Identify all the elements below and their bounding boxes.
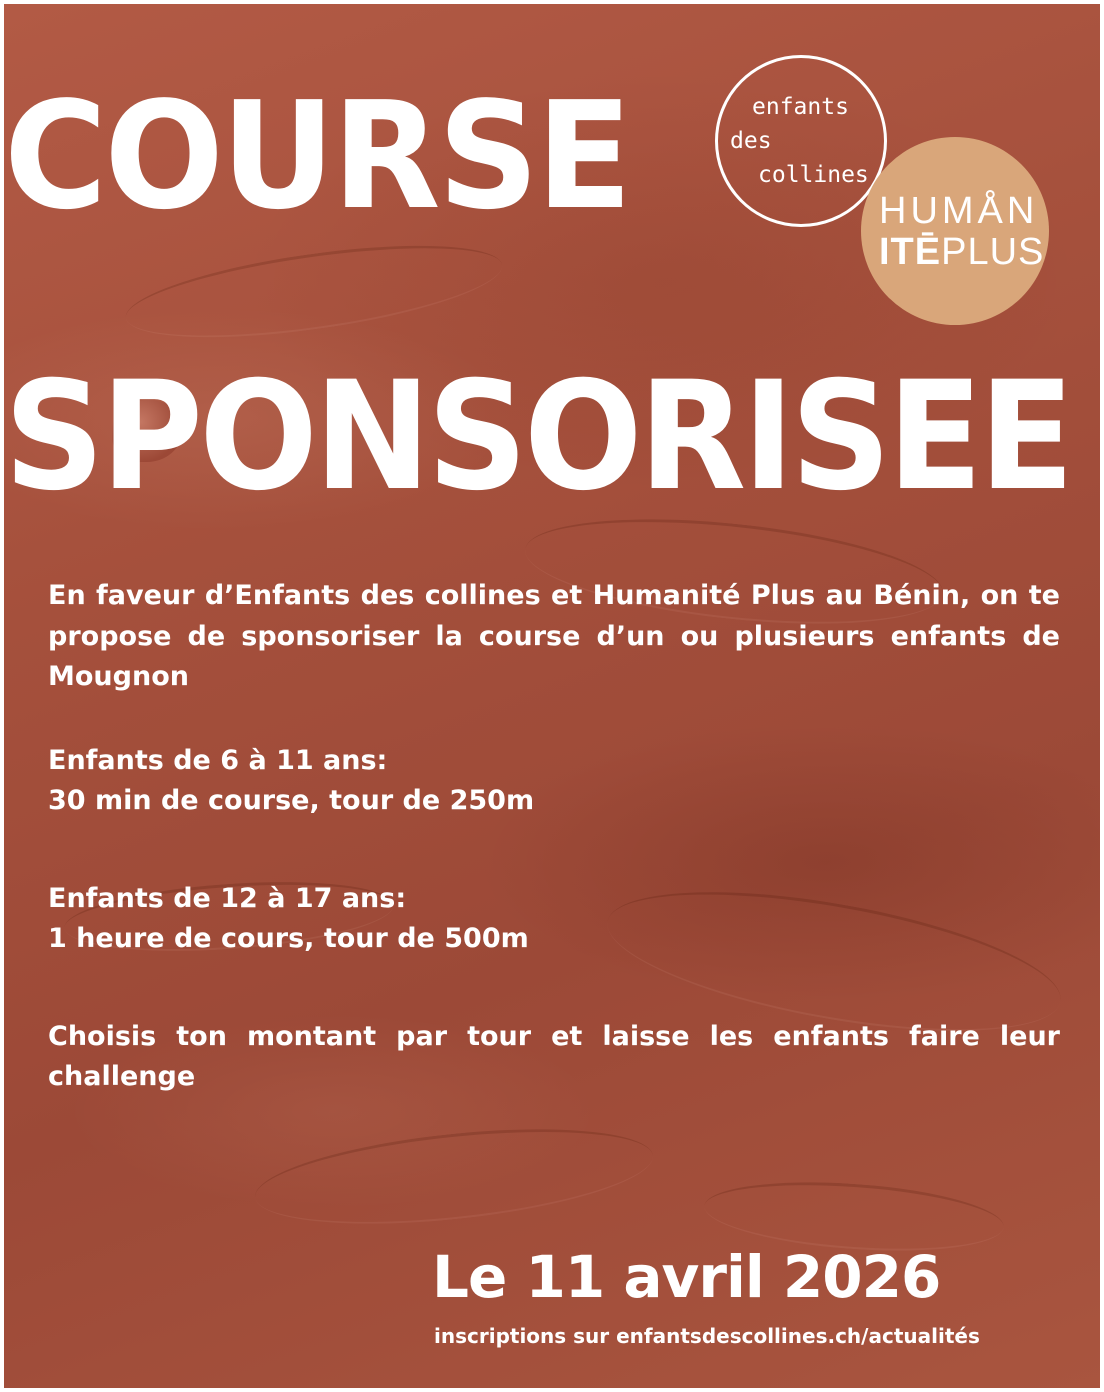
older-group-heading: Enfants de 12 à 17 ans:	[48, 882, 407, 914]
humanite-plus-logo	[861, 137, 1049, 325]
logo-hp-ite: ITĒ	[879, 231, 942, 273]
title-line-2: SPONSORISEE	[4, 350, 1071, 524]
logo-hp-plus: PLUS	[941, 231, 1045, 273]
logo-edc-line-3: collines	[758, 162, 869, 188]
description	[48, 576, 1060, 1098]
closing-paragraph: Choisis ton montant par tour et laisse les enfants faire leur challenge	[48, 1020, 1060, 1092]
poster	[4, 4, 1100, 1388]
enfants-des-collines-logo	[715, 55, 887, 227]
sand-ripple	[121, 228, 508, 355]
logo-hp-line-1: HUMÅN	[879, 190, 1039, 232]
title-line-1: COURSE	[4, 70, 630, 242]
signup-link[interactable]: inscriptions sur enfantsdescollines.ch/actualités	[434, 1324, 980, 1348]
sand-ripple	[251, 1113, 658, 1239]
logo-edc-line-1: enfants	[752, 94, 849, 120]
young-group-heading: Enfants de 6 à 11 ans:	[48, 744, 388, 776]
event-date: Le 11 avril 2026	[432, 1243, 941, 1311]
logo-hp-line-2	[879, 231, 1044, 274]
older-group-detail: 1 heure de cours, tour de 500m	[48, 923, 529, 954]
logo-edc-line-2: des	[730, 128, 772, 154]
intro-paragraph: En faveur d’Enfants des collines et Humanité Plus au Bénin, on te propose de sponsoriser la course d’un ou plusieurs enfants de Mougnon	[48, 580, 1060, 692]
young-group-detail: 30 min de course, tour de 250m	[48, 785, 535, 816]
